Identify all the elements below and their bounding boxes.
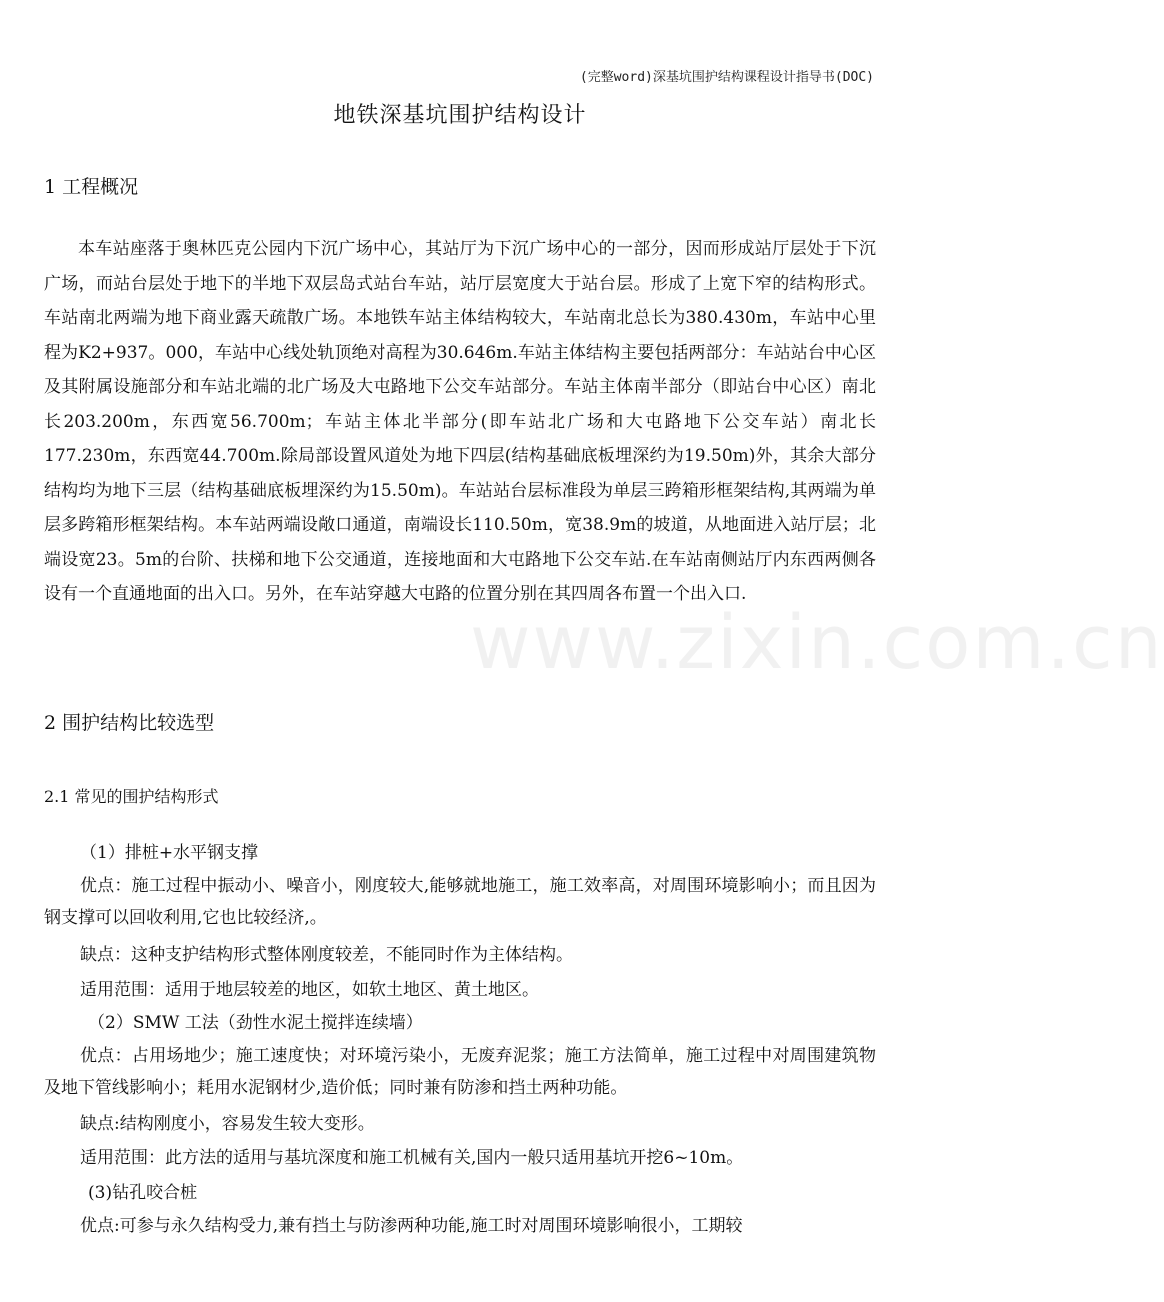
item-2-pros: 优点：占用场地少；施工速度快；对环境污染小，无废弃泥浆；施工方法简单，施工过程中对周围建筑物及地下管线影响小；耗用水泥钢材少,造价低；同时兼有防渗和挡土两种功能。 [44, 1046, 876, 1098]
section-1-heading: 1 工程概况 [44, 176, 139, 198]
section-2-1-heading: 2.1 常见的围护结构形式 [44, 787, 219, 806]
section-1-body: 本车站座落于奥林匹克公园内下沉广场中心，其站厅为下沉广场中心的一部分，因而形成站厅层处于下沉广场，而站台层处于地下的半地下双层岛式站台车站，站厅层宽度大于站台层。形成了上宽下窄的结构形式。车站南北两端为地下商业露天疏散广场。本地铁车站主体结构较大，车站南北总长为380.430m，车站中心里程为K2+937。000，车站中心线处轨顶绝对高程为30.646m.车站主体结构主要包括两部分：车站站台中心区及其附属设施部分和车站北端的北广场及大屯路地下公交车站部分。车站主体南半部分（即站台中心区）南北长203.200m，东西宽56.700m；车站主体北半部分(即车站北广场和大屯路地下公交车站）南北长177.230m，东西宽44.700m.除局部设置风道处为地下四层(结构基础底板埋深约为19.50m)外，其余大部分结构均为地下三层（结构基础底板埋深约为15.50m)。车站站台层标准段为单层三跨箱形框架结构,其两端为单层多跨箱形框架结构。本车站两端设敞口通道，南端设长110.50m，宽38.9m的坡道，从地面进入站厅层；北端设宽23。5m的台阶、扶梯和地下公交通道，连接地面和大屯路地下公交车站.在车站南侧站厅内东西两侧各设有一个直通地面的出入口。另外，在车站穿越大屯路的位置分别在其四周各布置一个出入口. [44, 239, 876, 604]
watermark: www.zixin.com.cn [470, 600, 1164, 686]
item-3-label: (3)钻孔咬合桩 [88, 1183, 198, 1203]
item-1-scope: 适用范围：适用于地层较差的地区，如软土地区、黄土地区。 [80, 980, 539, 1000]
document-title: 地铁深基坑围护结构设计 [333, 103, 587, 128]
item-2-label: （2）SMW 工法（劲性水泥土搅拌连续墙） [88, 1013, 423, 1033]
item-1-cons: 缺点：这种支护结构形式整体刚度较差，不能同时作为主体结构。 [80, 945, 573, 965]
header-note: (完整word)深基坑围护结构课程设计指导书(DOC) [579, 70, 874, 85]
item-2-scope: 适用范围：此方法的适用与基坑深度和施工机械有关,国内一般只适用基坑开挖6~10m。 [80, 1148, 744, 1168]
item-3-pros: 优点:可参与永久结构受力,兼有挡土与防渗两种功能,施工时对周围环境影响很小，工期较 [80, 1216, 743, 1236]
section-2-heading: 2 围护结构比较选型 [44, 712, 215, 734]
item-1-label: （1）排桩+水平钢支撑 [80, 843, 259, 863]
item-1-pros: 优点：施工过程中振动小、噪音小，刚度较大,能够就地施工，施工效率高，对周围环境影响小；而且因为钢支撑可以回收利用,它也比较经济,。 [44, 876, 876, 928]
item-2-cons: 缺点:结构刚度小，容易发生较大变形。 [80, 1114, 375, 1134]
